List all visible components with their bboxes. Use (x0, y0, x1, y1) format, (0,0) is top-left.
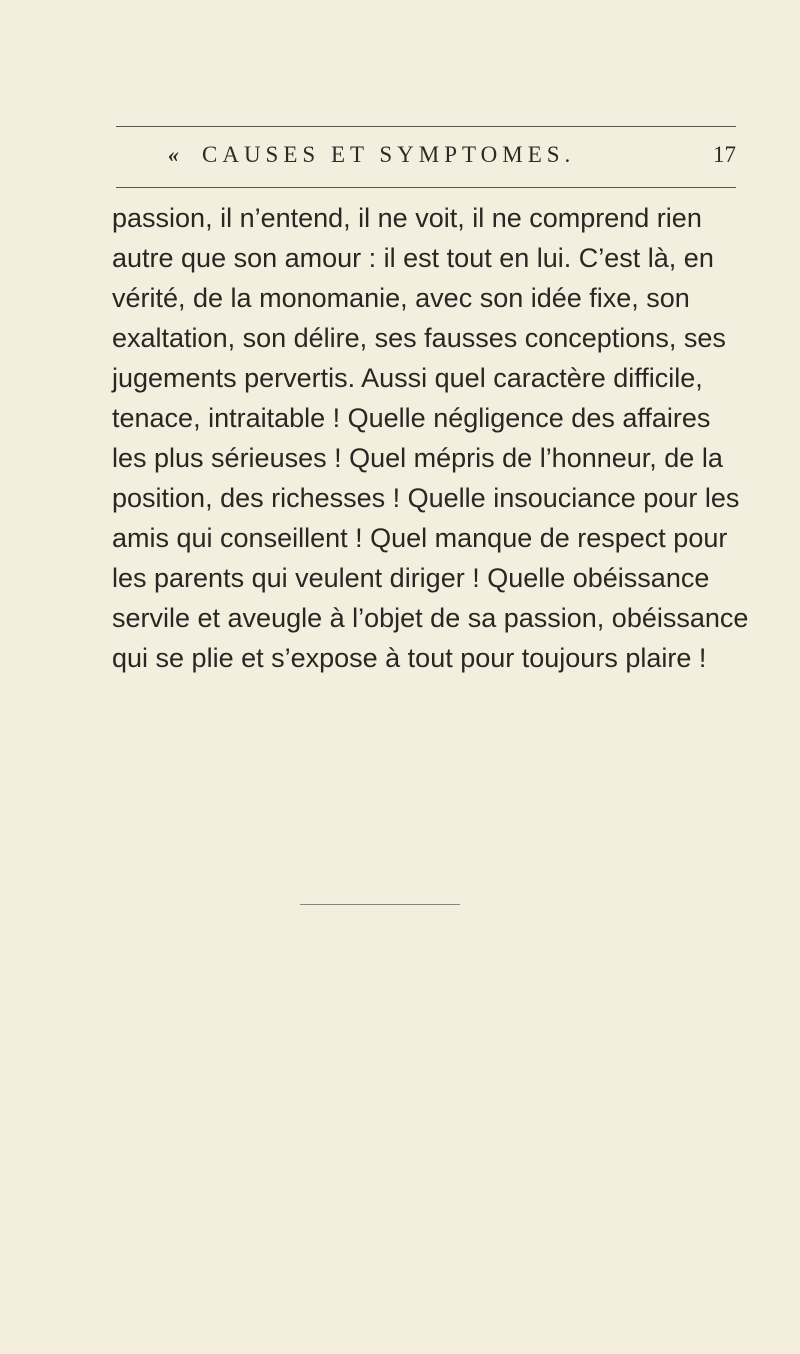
text-line: tenace, intraitable ! Quelle négligence des affaires (112, 403, 711, 433)
header-rule-bottom (116, 187, 736, 188)
text-line: qui se plie et s’expose à tout pour toujours plaire ! (112, 643, 707, 673)
text-line: exaltation, son délire, ses fausses conceptions, ses (112, 323, 726, 353)
text-line: jugements pervertis. Aussi quel caractère difficile, (112, 363, 703, 393)
running-header (116, 138, 736, 178)
header-rule-top (116, 126, 736, 127)
text-line: servile et aveugle à l’objet de sa passion, obéissance (112, 603, 749, 633)
text-line: autre que son amour : il est tout en lui. C’est là, en (112, 243, 714, 273)
header-title: CAUSES ET SYMPTOMES. (202, 142, 576, 167)
text-line: vérité, de la monomanie, avec son idée fixe, son (112, 283, 690, 313)
text-line: amis qui conseillent ! Quel manque de respect pour (112, 523, 728, 553)
text-line: position, des richesses ! Quelle insouciance pour les (112, 483, 740, 513)
text-line: les plus sérieuses ! Quel mépris de l’honneur, de la (112, 443, 723, 473)
text-line: les parents qui veulent diriger ! Quelle obéissance (112, 563, 710, 593)
end-rule (300, 904, 460, 905)
text-line: passion, il n’entend, il ne voit, il ne comprend rien (112, 203, 702, 233)
header-mark: « (168, 142, 179, 167)
body-paragraph (112, 198, 752, 678)
page-number: 17 (713, 142, 736, 167)
